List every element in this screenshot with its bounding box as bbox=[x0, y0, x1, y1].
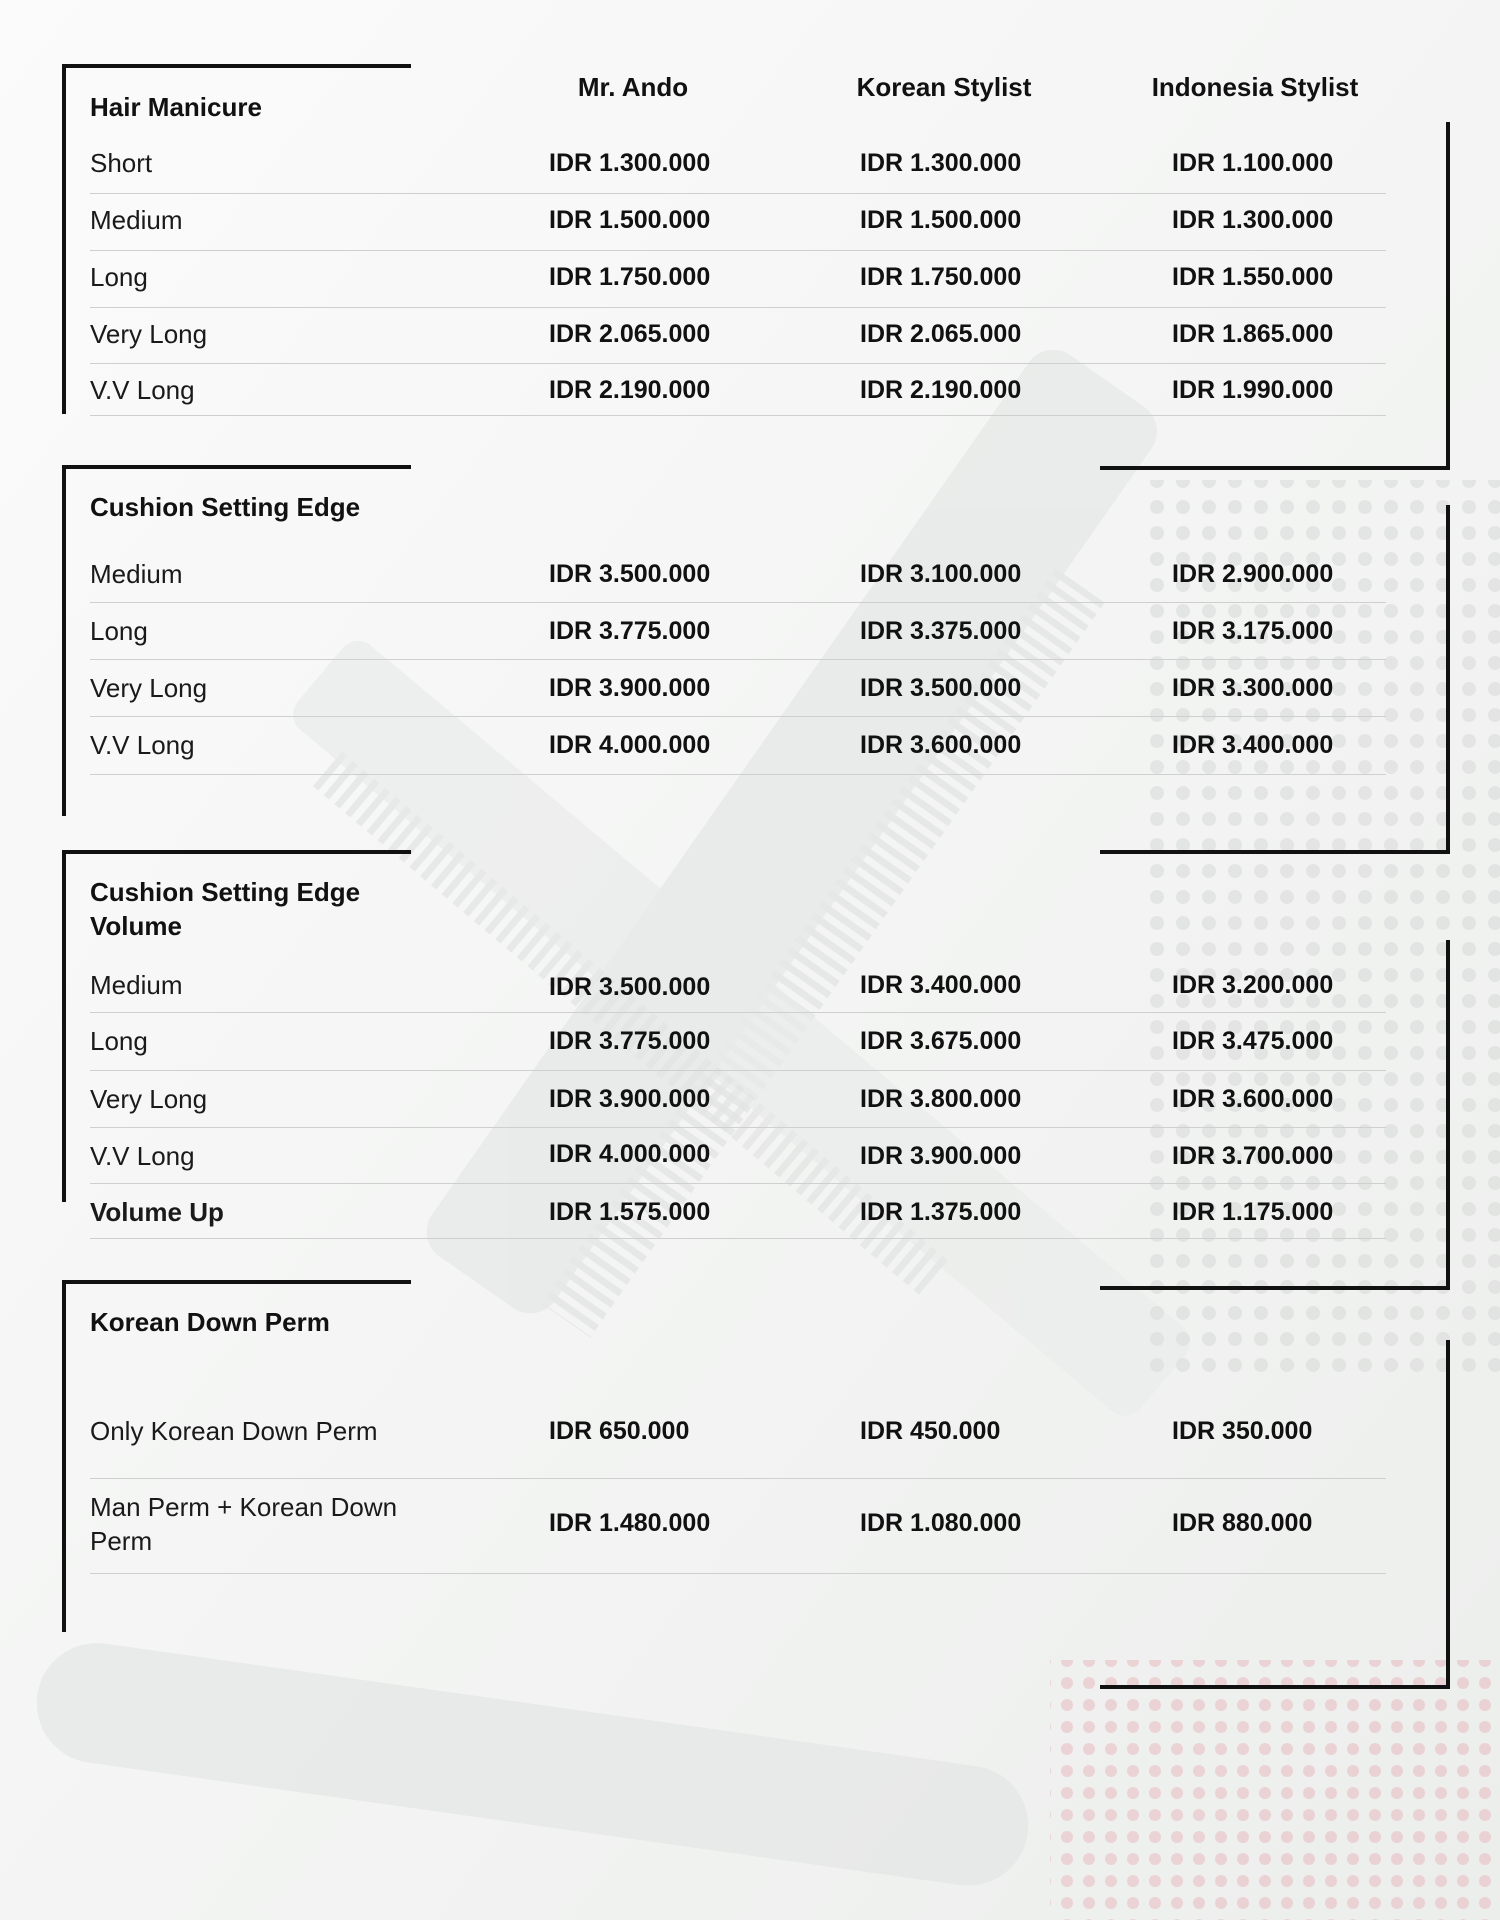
price-indonesia-stylist: IDR 3.700.000 bbox=[1172, 1142, 1334, 1170]
price-indonesia-stylist: IDR 350.000 bbox=[1172, 1417, 1313, 1445]
row-label: Long bbox=[90, 1026, 148, 1056]
table-row bbox=[90, 968, 1386, 1013]
row-label: Volume Up bbox=[90, 1197, 224, 1227]
table-row bbox=[90, 1478, 1386, 1574]
section-title: Cushion Setting Edge bbox=[90, 492, 361, 522]
price-mr-ando: IDR 3.500.000 bbox=[549, 560, 711, 588]
price-indonesia-stylist: IDR 3.400.000 bbox=[1172, 731, 1334, 759]
price-mr-ando: IDR 3.900.000 bbox=[549, 674, 711, 702]
section-title: Korean Down Perm bbox=[90, 1307, 330, 1337]
table-row bbox=[90, 250, 1386, 308]
table-row bbox=[90, 307, 1386, 364]
price-mr-ando: IDR 1.480.000 bbox=[549, 1509, 711, 1537]
price-mr-ando: IDR 1.500.000 bbox=[549, 206, 711, 234]
row-label: Very Long bbox=[90, 319, 208, 349]
row-label: Long bbox=[90, 262, 148, 292]
price-indonesia-stylist: IDR 1.865.000 bbox=[1172, 320, 1334, 348]
table-row bbox=[90, 146, 1386, 194]
row-label: Medium bbox=[90, 205, 183, 235]
price-indonesia-stylist: IDR 3.475.000 bbox=[1172, 1027, 1334, 1055]
price-mr-ando: IDR 2.065.000 bbox=[549, 320, 711, 348]
price-mr-ando: IDR 1.750.000 bbox=[549, 263, 711, 291]
row-label: Only Korean Down Perm bbox=[90, 1416, 378, 1446]
row-label: V.V Long bbox=[90, 375, 195, 405]
column-header-indonesia-stylist: Indonesia Stylist bbox=[1151, 72, 1359, 102]
column-header-korean-stylist: Korean Stylist bbox=[856, 72, 1032, 102]
price-korean-stylist: IDR 3.675.000 bbox=[860, 1027, 1022, 1055]
price-korean-stylist: IDR 3.800.000 bbox=[860, 1085, 1022, 1113]
price-korean-stylist: IDR 3.375.000 bbox=[860, 617, 1022, 645]
table-row bbox=[90, 602, 1386, 660]
price-indonesia-stylist: IDR 2.900.000 bbox=[1172, 560, 1334, 588]
table-row bbox=[90, 363, 1386, 416]
table-row bbox=[90, 193, 1386, 251]
price-korean-stylist: IDR 1.375.000 bbox=[860, 1198, 1022, 1226]
price-korean-stylist: IDR 3.900.000 bbox=[860, 1142, 1022, 1170]
section-title: Hair Manicure bbox=[90, 92, 262, 122]
row-label: Long bbox=[90, 616, 148, 646]
price-indonesia-stylist: IDR 3.200.000 bbox=[1172, 971, 1334, 999]
price-mr-ando: IDR 1.575.000 bbox=[549, 1198, 711, 1226]
price-korean-stylist: IDR 1.300.000 bbox=[860, 149, 1022, 177]
price-mr-ando: IDR 1.300.000 bbox=[549, 149, 711, 177]
table-row bbox=[90, 1414, 1386, 1479]
price-indonesia-stylist: IDR 1.300.000 bbox=[1172, 206, 1334, 234]
row-label: V.V Long bbox=[90, 1141, 195, 1171]
price-korean-stylist: IDR 1.750.000 bbox=[860, 263, 1022, 291]
price-mr-ando: IDR 3.900.000 bbox=[549, 1085, 711, 1113]
price-indonesia-stylist: IDR 3.300.000 bbox=[1172, 674, 1334, 702]
price-korean-stylist: IDR 3.600.000 bbox=[860, 731, 1022, 759]
price-indonesia-stylist: IDR 3.175.000 bbox=[1172, 617, 1334, 645]
price-mr-ando: IDR 3.500.000 bbox=[549, 973, 711, 1001]
price-indonesia-stylist: IDR 1.990.000 bbox=[1172, 376, 1334, 404]
table-row bbox=[90, 557, 1386, 603]
section-title: Cushion Setting Edge Volume bbox=[90, 877, 361, 941]
price-korean-stylist: IDR 3.100.000 bbox=[860, 560, 1022, 588]
row-label: Man Perm + Korean Down Perm bbox=[90, 1492, 398, 1556]
price-indonesia-stylist: IDR 1.175.000 bbox=[1172, 1198, 1334, 1226]
table-row bbox=[90, 716, 1386, 775]
table-row bbox=[90, 659, 1386, 717]
row-label: Short bbox=[90, 148, 153, 178]
price-indonesia-stylist: IDR 1.100.000 bbox=[1172, 149, 1334, 177]
price-mr-ando: IDR 3.775.000 bbox=[549, 1027, 711, 1055]
table-row bbox=[90, 1012, 1386, 1071]
price-korean-stylist: IDR 1.080.000 bbox=[860, 1509, 1022, 1537]
price-indonesia-stylist: IDR 3.600.000 bbox=[1172, 1085, 1334, 1113]
price-korean-stylist: IDR 3.400.000 bbox=[860, 971, 1022, 999]
price-korean-stylist: IDR 1.500.000 bbox=[860, 206, 1022, 234]
table-row bbox=[90, 1127, 1386, 1184]
row-label: V.V Long bbox=[90, 730, 195, 760]
row-label: Medium bbox=[90, 970, 183, 1000]
price-indonesia-stylist: IDR 880.000 bbox=[1172, 1509, 1313, 1537]
column-header-mr-ando: Mr. Ando bbox=[577, 72, 689, 102]
price-korean-stylist: IDR 3.500.000 bbox=[860, 674, 1022, 702]
price-mr-ando: IDR 4.000.000 bbox=[549, 1140, 711, 1168]
row-label: Medium bbox=[90, 559, 183, 589]
price-korean-stylist: IDR 450.000 bbox=[860, 1417, 1001, 1445]
table-row bbox=[90, 1070, 1386, 1128]
row-label: Very Long bbox=[90, 673, 208, 703]
row-label: Very Long bbox=[90, 1084, 208, 1114]
price-korean-stylist: IDR 2.065.000 bbox=[860, 320, 1022, 348]
price-mr-ando: IDR 2.190.000 bbox=[549, 376, 711, 404]
price-indonesia-stylist: IDR 1.550.000 bbox=[1172, 263, 1334, 291]
price-mr-ando: IDR 3.775.000 bbox=[549, 617, 711, 645]
table-row bbox=[90, 1183, 1386, 1239]
price-mr-ando: IDR 650.000 bbox=[549, 1417, 690, 1445]
price-korean-stylist: IDR 2.190.000 bbox=[860, 376, 1022, 404]
price-mr-ando: IDR 4.000.000 bbox=[549, 731, 711, 759]
